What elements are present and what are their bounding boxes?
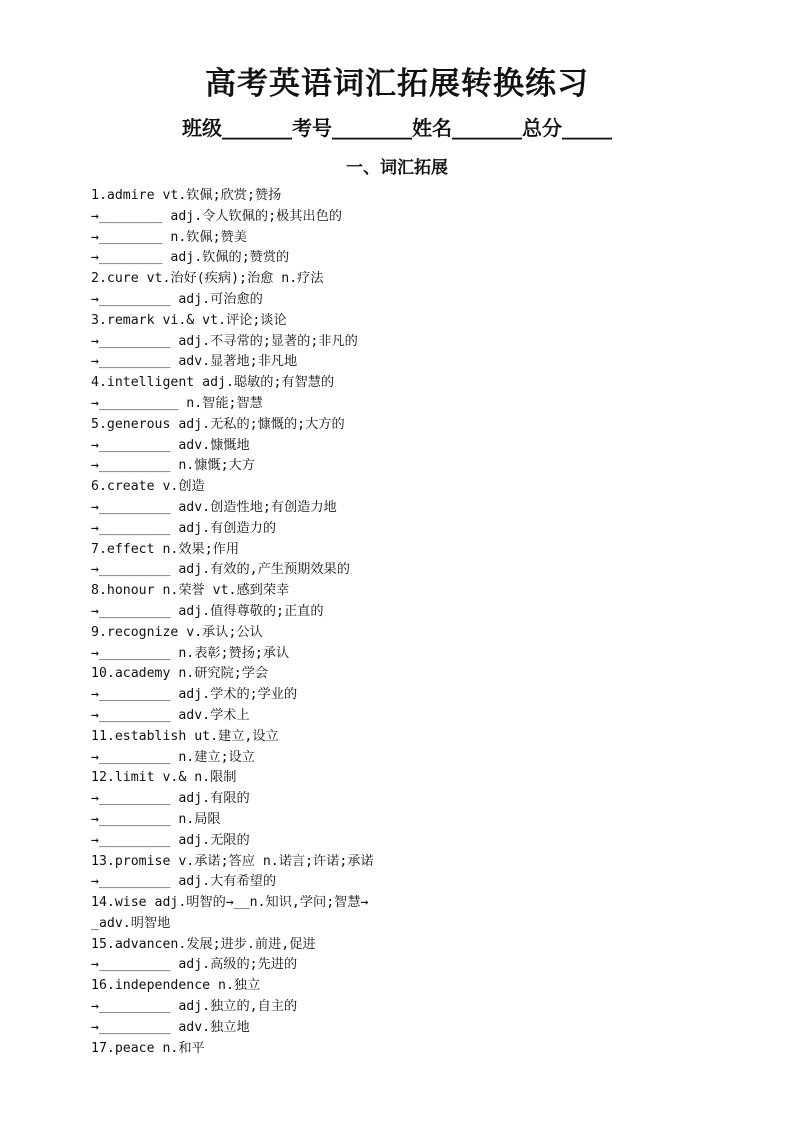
vocab-line: 17.peace n.和平 (91, 1040, 205, 1056)
vocab-line: →________ n.钦佩;赞美 (91, 229, 247, 245)
vocab-line: →_________ adv.慷慨地 (91, 437, 250, 453)
vocab-line: →_________ adv.独立地 (91, 1019, 250, 1035)
vocab-line: 7.effect n.效果;作用 (91, 541, 240, 557)
vocab-line: 5.generous adj.无私的;慷慨的;大方的 (91, 416, 345, 432)
vocab-line: 16.independence n.独立 (91, 978, 261, 994)
vocab-line: →__________ n.智能;智慧 (91, 395, 263, 411)
vocab-line: 3.remark vi.& vt.评论;谈论 (91, 312, 287, 328)
vocab-line: 12.limit v.& n.限制 (91, 770, 237, 786)
vocab-line: 9.recognize v.承认;公认 (91, 624, 263, 640)
vocab-line: 2.cure vt.治好(疾病);治愈 n.疗法 (91, 271, 324, 287)
student-info-line: 班级_______考号________姓名_______总分_____ (182, 116, 612, 140)
vocab-line: 1.admire vt.钦佩;欣赏;赞扬 (91, 188, 282, 203)
vocab-line: →_________ n.建立;设立 (91, 749, 255, 765)
vocabulary-list (91, 186, 751, 1059)
vocab-line: →_________ adj.高级的;先进的 (91, 957, 298, 973)
vocab-line: →_________ adj.独立的,自主的 (91, 999, 298, 1015)
vocab-line: →_________ n.局限 (91, 811, 221, 827)
vocab-line: 4.intelligent adj.聪敏的;有智慧的 (91, 375, 335, 391)
vocab-line: 10.academy n.研究院;学会 (91, 666, 269, 682)
vocab-line: →________ adj.钦佩的;赞赏的 (91, 250, 290, 266)
vocab-line: →_________ adj.不寻常的;显著的;非凡的 (91, 333, 358, 349)
vocab-line: →_________ adv.显著地;非凡地 (91, 354, 298, 370)
vocab-line: →_________ adv.创造性地;有创造力地 (91, 499, 337, 515)
section-heading: 一、词汇拓展 (346, 158, 448, 178)
vocab-line: 14.wise adj.明智的→__n.知识,学问;智慧→ (91, 895, 369, 911)
vocab-line: →_________ adj.可治愈的 (91, 291, 263, 307)
vocab-line: →_________ adj.有创造力的 (91, 520, 277, 536)
vocab-line: →________ adj.令人钦佩的;极其出色的 (91, 208, 342, 224)
vocab-line: →_________ n.慷慨;大方 (91, 458, 255, 474)
vocab-line: 15.advancen.发展;进步.前进,促进 (91, 936, 316, 952)
vocab-line: →_________ adj.大有希望的 (91, 874, 277, 890)
vocab-line: →_________ adj.无限的 (91, 832, 250, 848)
vocab-line: →_________ adv.学术上 (91, 707, 250, 723)
vocab-line: 13.promise v.承诺;答应 n.诺言;许诺;承诺 (91, 853, 374, 869)
vocab-line: →_________ adj.有效的,产生预期效果的 (91, 562, 350, 578)
vocab-line: →_________ adj.值得尊敬的;正直的 (91, 603, 324, 619)
vocab-line: _adv.明智地 (91, 915, 171, 931)
vocab-line: 6.create v.创造 (91, 479, 205, 495)
vocab-line: 11.establish ut.建立,设立 (91, 728, 279, 744)
page-title: 高考英语词汇拓展转换练习 (205, 66, 589, 102)
vocab-line: →_________ adj.学术的;学业的 (91, 687, 298, 703)
vocab-line: →_________ n.表彰;赞扬;承认 (91, 645, 290, 661)
vocab-line: →_________ adj.有限的 (91, 791, 250, 807)
vocab-line: 8.honour n.荣誉 vt.感到荣幸 (91, 583, 290, 599)
